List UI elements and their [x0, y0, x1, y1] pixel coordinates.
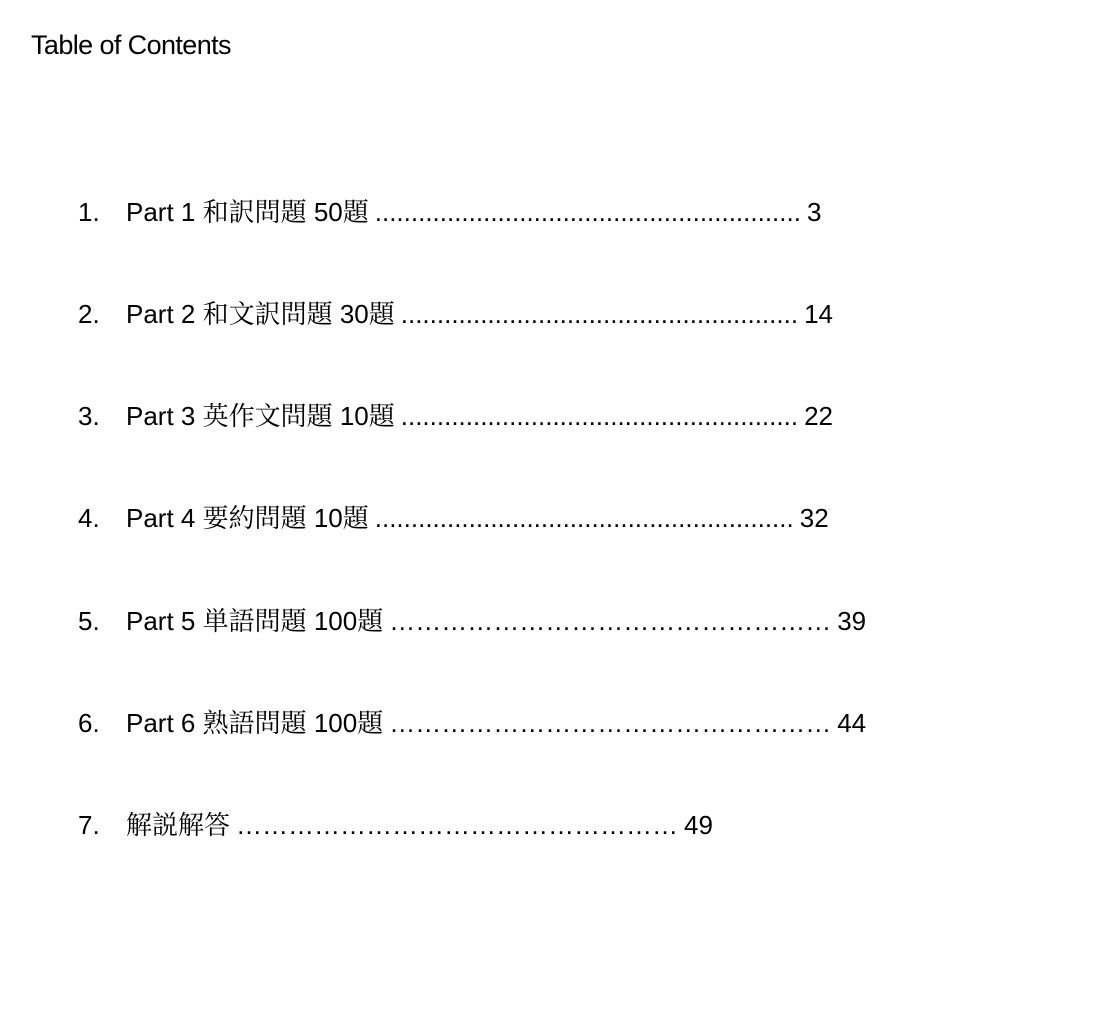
- toc-entry-label: Part 4 要約問題 10題: [126, 503, 369, 533]
- toc-dot-leader: ...........................................................: [374, 197, 801, 227]
- toc-page-number: 22: [804, 401, 833, 431]
- toc-entry-number: 3.: [78, 401, 100, 431]
- toc-entry-label: 解説解答: [126, 810, 231, 840]
- toc-dot-leader: .......................................................: [400, 401, 799, 431]
- toc-entry-number: 4.: [78, 503, 100, 533]
- toc-entry-7[interactable]: [78, 807, 713, 843]
- toc-entry-label: Part 2 和文訳問題 30題: [126, 299, 395, 329]
- toc-dot-leader: ……………………………………………: [236, 810, 679, 840]
- toc-entry-label: Part 5 単語問題 100題: [126, 606, 384, 636]
- toc-entry-number: 2.: [78, 299, 100, 329]
- toc-entry-2[interactable]: [78, 296, 833, 332]
- toc-entry-label: Part 3 英作文問題 10題: [126, 401, 395, 431]
- toc-entry-1[interactable]: [78, 194, 821, 230]
- toc-entry-4[interactable]: [78, 500, 829, 536]
- toc-page-number: 3: [806, 197, 822, 227]
- toc-dot-leader: .......................................................: [400, 299, 799, 329]
- toc-entry-number: 5.: [78, 606, 100, 636]
- toc-page-number: 14: [804, 299, 833, 329]
- toc-page-number: 39: [837, 606, 867, 636]
- toc-dot-leader: ……………………………………………: [389, 606, 832, 636]
- toc-page-number: 44: [837, 708, 867, 738]
- toc-entry-number: 7.: [78, 810, 100, 840]
- toc-entry-label: Part 6 熟語問題 100題: [126, 708, 384, 738]
- toc-entry-3[interactable]: [78, 398, 833, 434]
- toc-entry-5[interactable]: [78, 603, 866, 639]
- toc-dot-leader: ……………………………………………: [389, 708, 832, 738]
- toc-entry-label: Part 1 和訳問題 50題: [126, 197, 369, 227]
- toc-entry-6[interactable]: [78, 705, 866, 741]
- toc-dot-leader: ..........................................................: [374, 503, 794, 533]
- toc-entry-number: 6.: [78, 708, 100, 738]
- toc-page-number: 49: [684, 810, 713, 840]
- toc-page-number: 32: [799, 503, 829, 533]
- toc-title: Table of Contents: [31, 30, 231, 60]
- toc-entry-number: 1.: [78, 197, 100, 227]
